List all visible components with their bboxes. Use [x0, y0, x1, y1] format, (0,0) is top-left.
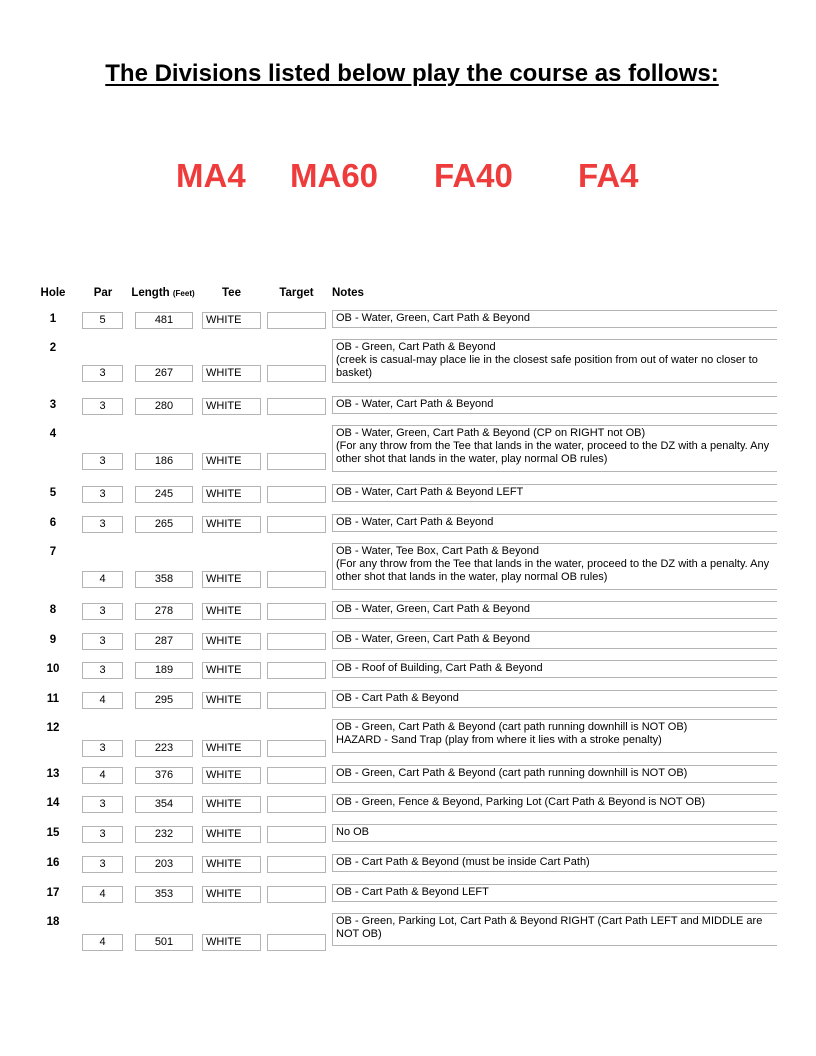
notes-field[interactable]: OB - Green, Cart Path & Beyond (cart path running downhill is NOT OB) HAZARD - Sand Trap (play from where it lies with a stroke penalty) — [332, 719, 777, 753]
target-field[interactable] — [267, 796, 326, 813]
table-row — [0, 796, 816, 814]
table-row — [0, 603, 816, 621]
hole-number: 6 — [49, 517, 57, 529]
notes-field[interactable]: OB - Water, Green, Cart Path & Beyond — [332, 601, 777, 619]
notes-field[interactable]: OB - Green, Cart Path & Beyond (creek is casual-may place lie in the closest safe position from out of water no closer to basket) — [332, 339, 777, 383]
notes-field[interactable]: OB - Water, Green, Cart Path & Beyond — [332, 310, 777, 328]
tee-field[interactable]: WHITE — [202, 486, 261, 503]
target-field[interactable] — [267, 516, 326, 533]
hole-number: 9 — [49, 634, 57, 646]
tee-field[interactable]: WHITE — [202, 633, 261, 650]
table-row — [0, 692, 816, 710]
division-label: MA60 — [290, 157, 379, 194]
hole-number: 12 — [46, 722, 60, 734]
length-field[interactable]: 358 — [135, 571, 193, 588]
header-length-label: Length — [131, 287, 170, 299]
par-field[interactable]: 3 — [82, 633, 123, 650]
par-field[interactable]: 4 — [82, 571, 123, 588]
hole-number: 13 — [46, 768, 60, 780]
hole-number: 16 — [46, 857, 60, 869]
length-field[interactable]: 223 — [135, 740, 193, 757]
target-field[interactable] — [267, 767, 326, 784]
target-field[interactable] — [267, 365, 326, 382]
notes-field[interactable]: OB - Water, Cart Path & Beyond — [332, 396, 777, 414]
tee-field[interactable]: WHITE — [202, 886, 261, 903]
notes-field[interactable]: OB - Cart Path & Beyond (must be inside Cart Path) — [332, 854, 777, 872]
notes-field[interactable]: OB - Water, Green, Cart Path & Beyond — [332, 631, 777, 649]
table-row — [0, 398, 816, 416]
notes-field[interactable]: OB - Green, Parking Lot, Cart Path & Beyond RIGHT (Cart Path LEFT and MIDDLE are NOT OB) — [332, 913, 777, 946]
par-field[interactable]: 3 — [82, 486, 123, 503]
notes-field[interactable]: OB - Cart Path & Beyond LEFT — [332, 884, 777, 902]
tee-field[interactable]: WHITE — [202, 365, 261, 382]
hole-number: 17 — [46, 887, 60, 899]
target-field[interactable] — [267, 453, 326, 470]
tee-field[interactable]: WHITE — [202, 516, 261, 533]
table-row — [0, 886, 816, 904]
target-field[interactable] — [267, 571, 326, 588]
tee-field[interactable]: WHITE — [202, 312, 261, 329]
tee-field[interactable]: WHITE — [202, 856, 261, 873]
par-field[interactable]: 3 — [82, 453, 123, 470]
hole-number: 7 — [49, 546, 57, 558]
length-field[interactable]: 265 — [135, 516, 193, 533]
table-row — [0, 427, 816, 474]
hole-number: 1 — [49, 313, 57, 325]
length-field[interactable]: 280 — [135, 398, 193, 415]
notes-field[interactable]: OB - Water, Cart Path & Beyond — [332, 514, 777, 532]
hole-number: 10 — [46, 663, 60, 675]
length-field[interactable]: 354 — [135, 796, 193, 813]
par-field[interactable]: 4 — [82, 934, 123, 951]
par-field[interactable]: 3 — [82, 516, 123, 533]
table-row — [0, 341, 816, 385]
par-field[interactable]: 4 — [82, 692, 123, 709]
length-field[interactable]: 287 — [135, 633, 193, 650]
tee-field[interactable]: WHITE — [202, 398, 261, 415]
table-row — [0, 545, 816, 592]
header-tee: Tee — [222, 287, 241, 299]
tee-field[interactable]: WHITE — [202, 740, 261, 757]
header-notes: Notes — [332, 287, 364, 299]
division-label: FA4 — [578, 157, 639, 194]
hole-number: 15 — [46, 827, 60, 839]
par-field[interactable]: 3 — [82, 398, 123, 415]
hole-number: 5 — [49, 487, 57, 499]
header-par: Par — [93, 287, 113, 299]
par-field[interactable]: 3 — [82, 856, 123, 873]
table-row — [0, 915, 816, 948]
hole-number: 11 — [46, 693, 60, 705]
tee-field[interactable]: WHITE — [202, 692, 261, 709]
header-length-unit: (Feet) — [172, 289, 195, 298]
length-field[interactable]: 245 — [135, 486, 193, 503]
length-field[interactable]: 267 — [135, 365, 193, 382]
notes-field[interactable]: No OB — [332, 824, 777, 842]
hole-number: 2 — [49, 342, 57, 354]
hole-number: 14 — [46, 797, 60, 809]
par-field[interactable]: 3 — [82, 603, 123, 620]
table-row — [0, 826, 816, 844]
target-field[interactable] — [267, 398, 326, 415]
target-field[interactable] — [267, 312, 326, 329]
length-field[interactable]: 376 — [135, 767, 193, 784]
length-field[interactable]: 295 — [135, 692, 193, 709]
length-field[interactable]: 186 — [135, 453, 193, 470]
hole-number: 18 — [46, 916, 60, 928]
target-field[interactable] — [267, 826, 326, 843]
target-field[interactable] — [267, 692, 326, 709]
table-row — [0, 767, 816, 785]
table-row — [0, 516, 816, 534]
par-field[interactable]: 4 — [82, 767, 123, 784]
par-field[interactable]: 3 — [82, 662, 123, 679]
target-field[interactable] — [267, 603, 326, 620]
division-label: MA4 — [176, 157, 246, 194]
tee-field[interactable]: WHITE — [202, 571, 261, 588]
target-field[interactable] — [267, 633, 326, 650]
hole-number: 4 — [49, 428, 57, 440]
length-field[interactable]: 232 — [135, 826, 193, 843]
length-field[interactable]: 501 — [135, 934, 193, 951]
tee-field[interactable]: WHITE — [202, 796, 261, 813]
tee-field[interactable]: WHITE — [202, 662, 261, 679]
table-row — [0, 856, 816, 874]
par-field[interactable]: 3 — [82, 740, 123, 757]
table-row — [0, 633, 816, 651]
hole-number: 3 — [49, 399, 57, 411]
target-field[interactable] — [267, 856, 326, 873]
target-field[interactable] — [267, 886, 326, 903]
notes-field[interactable]: OB - Water, Green, Cart Path & Beyond (CP on RIGHT not OB) (For any throw from the Tee that lands in the water, proceed to the DZ with a penalty. Any other shot that lands in the water, play normal OB rules) — [332, 425, 777, 472]
par-field[interactable]: 5 — [82, 312, 123, 329]
length-field[interactable]: 278 — [135, 603, 193, 620]
hole-number: 8 — [49, 604, 57, 616]
header-target: Target — [279, 287, 314, 299]
length-field[interactable]: 481 — [135, 312, 193, 329]
target-field[interactable] — [267, 486, 326, 503]
notes-field[interactable]: OB - Green, Cart Path & Beyond (cart path running downhill is NOT OB) — [332, 765, 777, 783]
page-title: The Divisions listed below play the course as follows: — [105, 60, 719, 87]
length-field[interactable]: 203 — [135, 856, 193, 873]
table-row — [0, 662, 816, 680]
header-length — [125, 286, 201, 301]
par-field[interactable]: 4 — [82, 886, 123, 903]
par-field[interactable]: 3 — [82, 826, 123, 843]
division-label: FA40 — [434, 157, 513, 194]
notes-field[interactable]: OB - Cart Path & Beyond — [332, 690, 777, 708]
length-field[interactable]: 353 — [135, 886, 193, 903]
tee-field[interactable]: WHITE — [202, 767, 261, 784]
tee-field[interactable]: WHITE — [202, 826, 261, 843]
target-field[interactable] — [267, 934, 326, 951]
notes-field[interactable]: OB - Water, Cart Path & Beyond LEFT — [332, 484, 777, 502]
notes-field[interactable]: OB - Roof of Building, Cart Path & Beyond — [332, 660, 777, 678]
notes-field[interactable]: OB - Green, Fence & Beyond, Parking Lot (Cart Path & Beyond is NOT OB) — [332, 794, 777, 812]
target-field[interactable] — [267, 662, 326, 679]
notes-field[interactable]: OB - Water, Tee Box, Cart Path & Beyond (For any throw from the Tee that lands in the water, proceed to the DZ with a penalty. Any other shot that lands in the water, play normal OB rules) — [332, 543, 777, 590]
tee-field[interactable]: WHITE — [202, 603, 261, 620]
length-field[interactable]: 189 — [135, 662, 193, 679]
header-hole: Hole — [40, 287, 66, 299]
tee-field[interactable]: WHITE — [202, 453, 261, 470]
par-field[interactable]: 3 — [82, 796, 123, 813]
table-row — [0, 721, 816, 755]
table-row — [0, 486, 816, 504]
table-row — [0, 312, 816, 330]
par-field[interactable]: 3 — [82, 365, 123, 382]
tee-field[interactable]: WHITE — [202, 934, 261, 951]
target-field[interactable] — [267, 740, 326, 757]
